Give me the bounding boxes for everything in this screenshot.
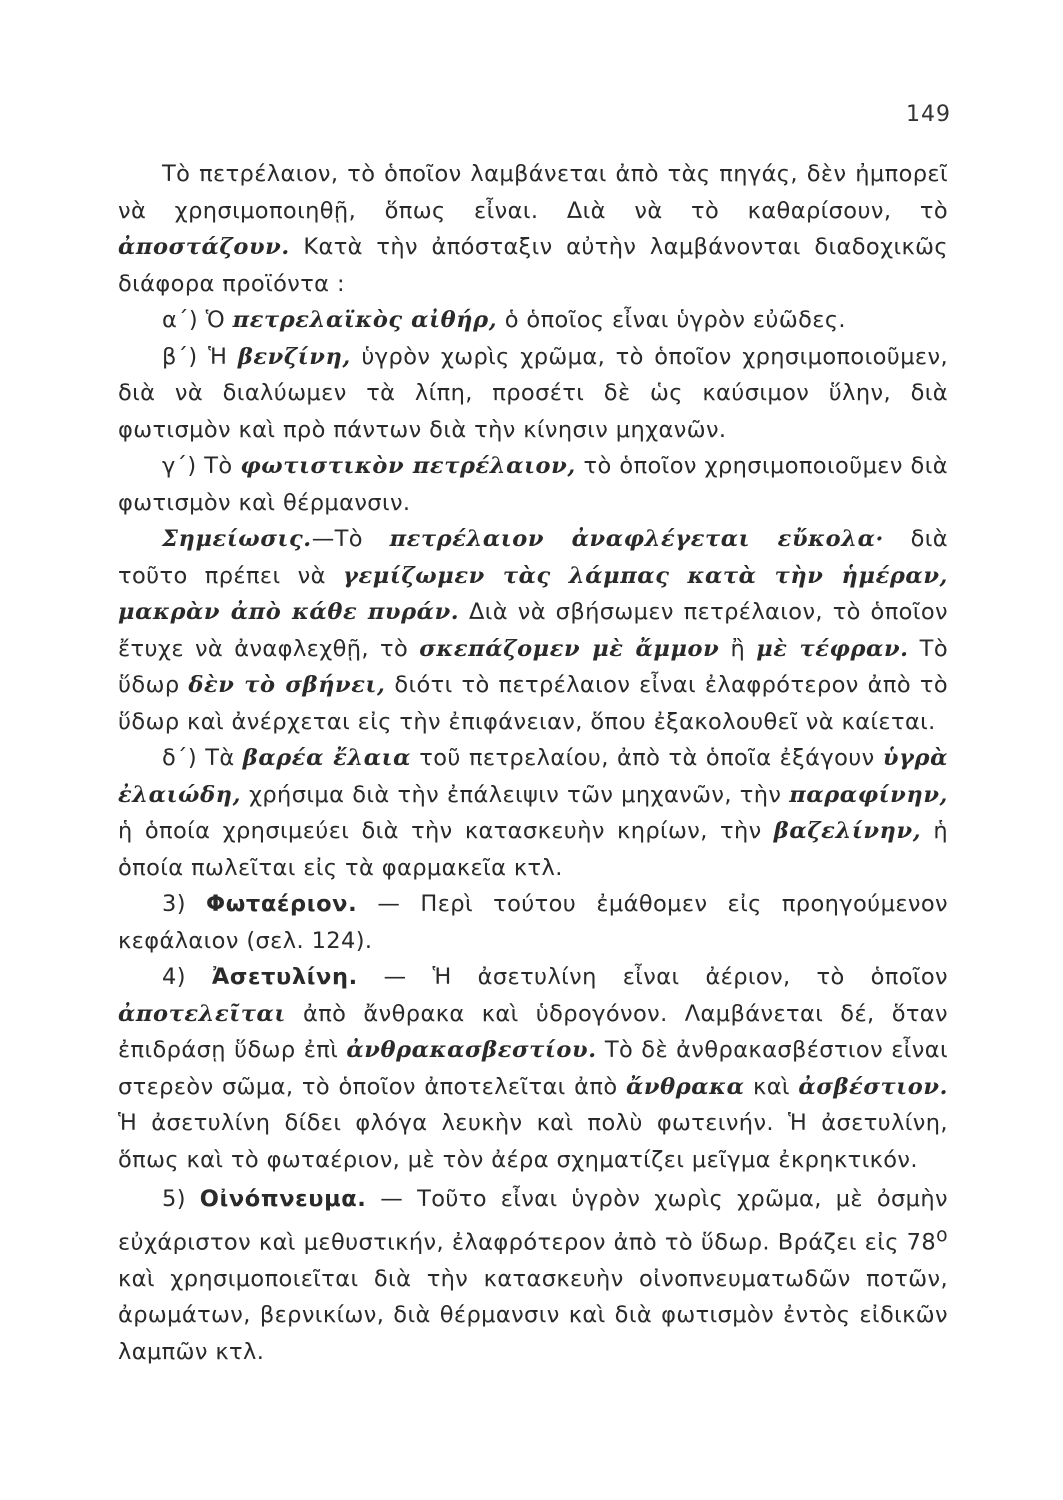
text-run: Τὸ δὲ ἀνθρακασβέστιον εἶναι στερεὸν σῶμα, τὸ ὁποῖον ἀποτελεῖται ἀπὸ	[118, 1037, 948, 1100]
text-run: —Τὸ	[311, 526, 390, 552]
emphasis-term: πετρέλαιον ἀναφλέγεται εὔκολα·	[389, 526, 884, 552]
text-run: ὑγρὸν χωρὶς χρῶμα, τὸ ὁποῖον χρησιμοποιοῦμεν, διὰ νὰ διαλύωμεν τὰ λίπη, προσέτι δὲ ὡς καύσιμον ὕλην, διὰ φωτισμὸν καὶ πρὸ πάντων διὰ τὴν κίνησιν μηχανῶν.	[118, 343, 948, 443]
text-run: — Περὶ τούτου ἐμάθομεν εἰς προηγούμενον κεφάλαιον (σελ. 124).	[118, 891, 948, 954]
text-run: Τὸ πετρέλαιον, τὸ ὁποῖον λαμβάνεται ἀπὸ τὰς πηγάς, δὲν ἠμπορεῖ νὰ χρησιμοποιηθῇ, ὅπως εἶναι. Διὰ νὰ τὸ καθαρίσουν, τὸ	[118, 161, 948, 224]
emphasis-term: παραφίνην,	[789, 781, 948, 808]
paragraph-item-a	[118, 302, 948, 339]
text-run: ἡ ὁποία χρησιμεύει διὰ τὴν κατασκευὴν κηρίων, τὴν	[118, 818, 774, 844]
text-run: Διὰ νὰ σβήσωμεν πετρέλαιον, τὸ ὁποῖον ἔτυχε νὰ ἀναφλεχθῇ, τὸ	[118, 599, 948, 662]
emphasis-term: Σημείωσις.	[162, 526, 312, 552]
emphasis-term: ἀποστάζουν.	[118, 234, 290, 260]
text-run: γ΄) Τὸ	[162, 453, 241, 479]
paragraph-note	[118, 521, 948, 740]
emphasis-term: βενζίνη,	[237, 343, 351, 370]
emphasis-term: ἀποτελεῖται	[118, 1000, 286, 1027]
text-run: ἡ ὁποία πωλεῖται εἰς τὰ φαρμακεῖα κτλ.	[118, 818, 948, 881]
section-heading: Φωταέριον.	[206, 891, 358, 917]
paragraph-item-b	[118, 339, 948, 449]
text-run: δ΄) Τὰ	[162, 745, 243, 771]
text-run: διὰ τοῦτο πρέπει νὰ	[118, 526, 949, 589]
paragraph-section-4	[118, 959, 948, 1178]
text-run: τὸ ὁποῖον χρησιμοποιοῦμεν διὰ φωτισμὸν καὶ θέρμανσιν.	[118, 453, 948, 516]
section-heading: Οἰνόπνευμα.	[199, 1186, 367, 1212]
text-run: — Τοῦτο εἶναι ὑγρὸν χωρὶς χρῶμα, μὲ ὀσμὴν εὐχάριστον καὶ μεθυστικήν, ἐλαφρότερον ἀπὸ τὸ ὕδωρ. Βράζει εἰς 78	[118, 1186, 949, 1255]
text-run: διότι τὸ πετρέλαιον εἶναι ἐλαφρότερον ἀπὸ τὸ ὕδωρ καὶ ἀνέρχεται εἰς τὴν ἐπιφάνειαν, ὅπου ἐξακολουθεῖ νὰ καίεται.	[118, 672, 948, 735]
text-run: καὶ	[744, 1073, 799, 1100]
text-run: ὁ ὁποῖος εἶναι ὑγρὸν εὐῶδες.	[497, 307, 846, 333]
text-run: ἀπὸ ἄνθρακα καὶ ὑδρογόνον. Λαμβάνεται δέ, ὅταν ἐπιδράσῃ ὕδωρ ἐπὶ	[118, 1000, 948, 1063]
text-run: Ἡ ἀσετυλίνη δίδει φλόγα λευκὴν καὶ πολὺ φωτεινήν. Ἡ ἀσετυλίνη, ὅπως καὶ τὸ φωταέριον, μὲ τὸν ἀέρα σχηματίζει μεῖγμα ἐκρηκτικόν.	[118, 1110, 948, 1173]
text-run: καὶ χρησιμοποιεῖται διὰ τὴν κατασκευὴν οἰνοπνευματωδῶν ποτῶν, ἀρωμάτων, βερνικίων, διὰ θέρμανσιν καὶ διὰ φωτισμὸν ἐντὸς εἰδικῶν λαμπῶν κτλ.	[118, 1265, 948, 1365]
text-run: χρήσιμα διὰ τὴν ἐπάλειψιν τῶν μηχανῶν, τὴν	[241, 781, 790, 808]
paragraph-section-5	[118, 1181, 948, 1370]
text-run: α΄) Ὁ	[162, 307, 233, 333]
text-run: — Ἡ ἀσετυλίνη εἶναι ἀέριον, τὸ ὁποῖον	[357, 964, 949, 990]
degree-superscript: ο	[936, 1224, 948, 1246]
emphasis-term: μὲ τέφραν.	[756, 635, 909, 662]
emphasis-term: βαρέα ἔλαια	[242, 745, 412, 771]
emphasis-term: ἄνθρακα	[625, 1073, 745, 1100]
emphasis-term: δὲν τὸ σβήνει,	[188, 672, 386, 698]
emphasis-term: βαζελίνην,	[773, 818, 922, 844]
text-run: 5)	[162, 1186, 200, 1212]
text-run: ἢ	[719, 635, 757, 662]
emphasis-term: ἀνθρακασβεστίου.	[346, 1037, 597, 1063]
paragraph-item-c	[118, 448, 948, 521]
section-heading: Ἀσετυλίνη.	[211, 964, 358, 990]
paragraph-intro	[118, 156, 948, 302]
body-text	[118, 156, 948, 1370]
text-run: 3)	[162, 891, 207, 917]
page-number: 149	[906, 102, 951, 127]
emphasis-term: γεμίζωμεν τὰς λάμπας κατὰ τὴν ἡμέραν, μακρὰν ἀπὸ κάθε πυράν.	[118, 562, 948, 625]
paragraph-item-d	[118, 740, 948, 886]
text-run: τοῦ πετρελαίου, ἀπὸ τὰ ὁποῖα ἐξάγουν	[411, 745, 883, 771]
paragraph-section-3	[118, 886, 948, 959]
text-run: 4)	[162, 964, 212, 990]
emphasis-term: σκεπάζομεν μὲ ἄμμον	[419, 635, 720, 662]
emphasis-term: φωτιστικὸν πετρέλαιον,	[240, 453, 576, 479]
text-run: Τὸ ὕδωρ	[118, 635, 948, 698]
emphasis-term: πετρελαϊκὸς αἰθήρ,	[232, 307, 498, 333]
emphasis-term: ἀσβέστιον.	[798, 1073, 948, 1100]
text-run: β΄) Ἡ	[162, 343, 238, 370]
text-run: Κατὰ τὴν ἀπόσταξιν αὐτὴν λαμβάνονται διαδοχικῶς διάφορα προϊόντα :	[118, 234, 948, 297]
emphasis-term: ὑγρὰ ἐλαιώδη,	[118, 745, 948, 808]
